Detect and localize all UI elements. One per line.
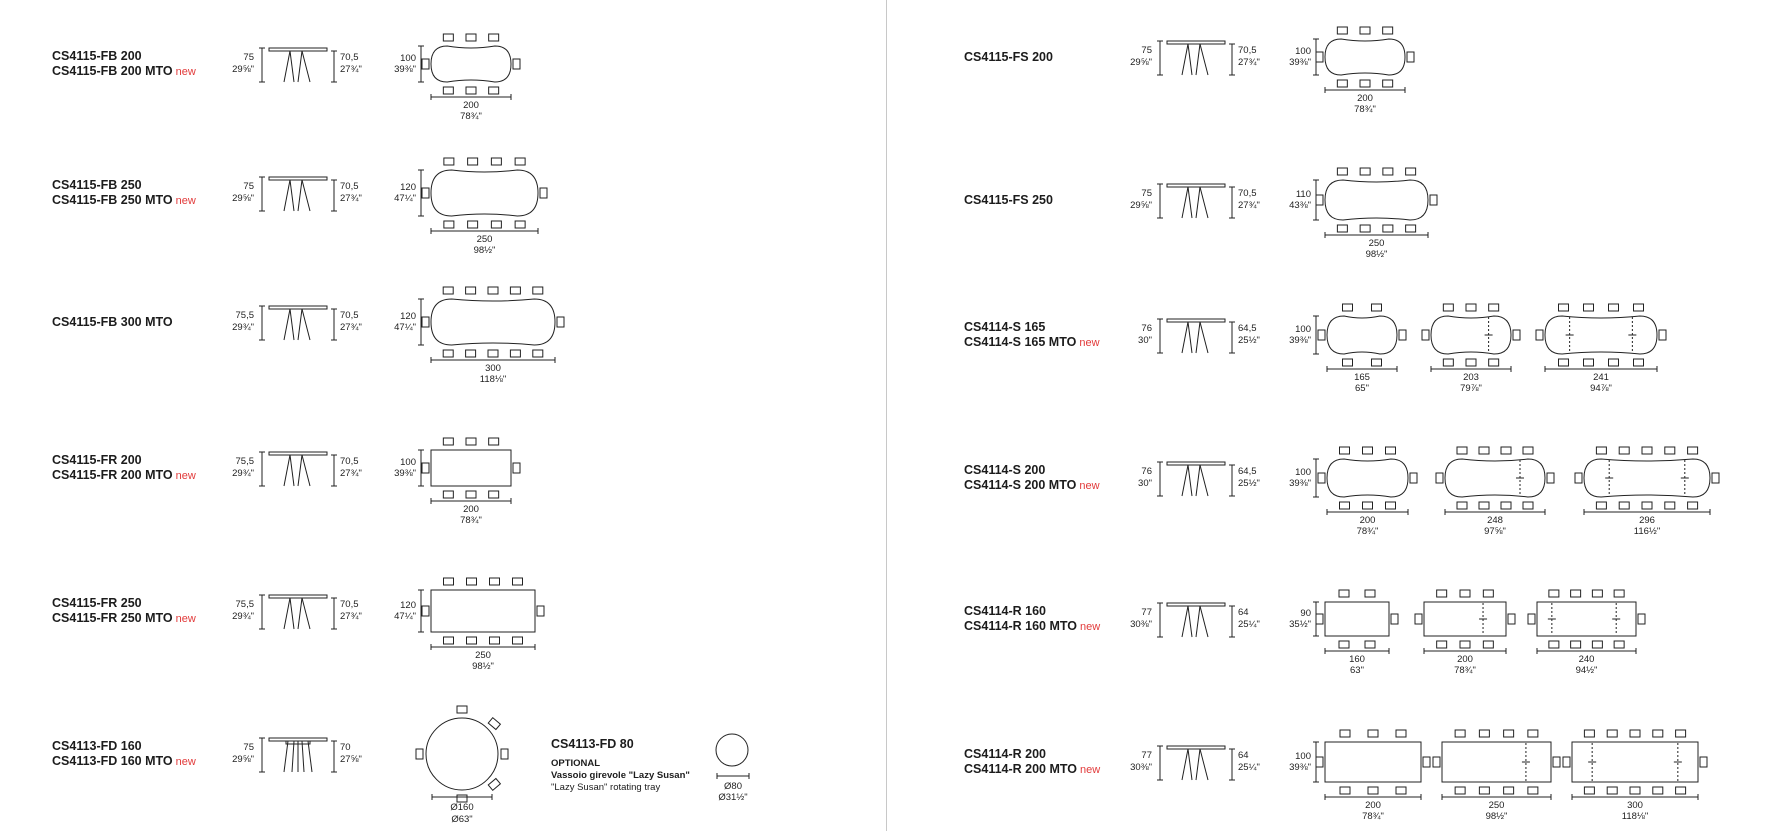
model-code-text: CS4114-S 200 [964,463,1046,477]
width-inch-label: 47¼" [394,193,416,204]
side-view-drawing [1156,182,1238,222]
height-inch-label: 30⅜" [1130,619,1152,630]
length-label: 250 [476,234,493,245]
length-inch-label: 97⅝" [1484,526,1506,537]
width-label: 120 [400,600,416,611]
length-label: 241 [1593,372,1609,383]
plan-view-drawing [417,436,525,500]
length-inch-label: 118⅛" [479,374,507,385]
top-height-label: 70,5 [340,310,359,321]
new-badge: new [1079,337,1100,349]
width-dimension-line [418,299,424,345]
plan-view-drawing [1431,445,1559,511]
length-label: 200 [1457,654,1473,665]
model-code [52,611,196,627]
top-height-inch-label: 27¾" [1238,200,1260,211]
top-height-inch-label: 27¾" [1238,57,1260,68]
length-inch-label: 94½" [1575,665,1598,676]
width-inch-label: 35½" [1289,619,1311,630]
top-height-label: 70,5 [340,456,359,467]
length-label: 165 [1354,372,1370,383]
model-code [964,50,1053,65]
height-inch-label: 29¾" [232,322,254,333]
height-label: 77 [1141,607,1152,618]
top-height-label: 70,5 [340,599,359,610]
length-label: 200 [1365,800,1381,811]
top-height-inch-label: 27¾" [340,468,362,479]
model-code-text: CS4115-FS 200 [964,49,1053,64]
length-inch-label: 98½" [1485,811,1508,822]
lazy-susan-drawing [713,731,751,769]
length-label: 300 [485,363,501,374]
model-code [52,49,142,64]
width-label: 120 [400,311,416,322]
length-inch-label: 78¾" [1356,526,1379,537]
plan-view-drawing [1417,302,1525,368]
model-code-text: CS4114-R 160 [964,604,1047,618]
model-code [52,453,142,468]
model-code [964,747,1046,762]
length-label: 250 [475,650,491,661]
model-code [964,478,1100,494]
model-code-text: CS4115-FB 300 MTO [52,314,173,329]
model-code [964,604,1046,619]
top-height-inch-label: 25½" [1238,335,1260,346]
width-label: 120 [400,182,416,193]
height-inch-label: 29¾" [232,468,254,479]
side-view-drawing [258,450,340,490]
top-height-label: 64 [1238,607,1249,618]
length-label: 160 [1349,654,1365,665]
length-label: 200 [463,504,479,515]
optional-subtitle: "Lazy Susan" rotating tray [551,782,661,793]
height-inch-label: 30" [1138,478,1152,489]
model-code [964,463,1045,478]
plan-view-drawing [417,576,549,646]
model-code [52,596,142,611]
plan-view-drawing [1311,25,1419,89]
model-code-text: CS4115-FR 250 [52,596,142,610]
height-inch-label: 29⅝" [232,64,254,75]
length-label: 200 [1357,93,1373,104]
width-label: 110 [1295,189,1311,200]
height-inch-label: 30" [1138,335,1152,346]
width-label: 100 [1295,467,1311,478]
top-height-inch-label: 27¾" [340,64,362,75]
new-badge: new [175,613,196,625]
side-view-drawing [258,593,340,633]
top-height-label: 70,5 [340,181,359,192]
width-inch-label: 39⅜" [394,64,416,75]
diameter-inch-label: Ø63" [451,814,473,825]
top-height-inch-label: 25¼" [1238,762,1260,773]
top-height-inch-label: 27¾" [340,322,362,333]
model-code-text: CS4114-S 165 [964,320,1046,334]
model-code-text: CS4115-FB 250 [52,178,142,192]
width-inch-label: 43⅜" [1289,200,1311,211]
length-inch-label: 98½" [473,245,496,256]
round-plan-view-drawing [414,706,510,802]
plan-view-drawing [1531,302,1671,368]
plan-view-drawing [1311,166,1442,234]
plan-view-drawing [1570,445,1724,511]
height-label: 75 [1141,45,1152,56]
optional-label: OPTIONAL [551,758,601,769]
side-view-drawing [1156,317,1238,357]
side-view-drawing [1156,744,1238,784]
height-inch-label: 29⅝" [232,193,254,204]
height-inch-label: 30⅜" [1130,762,1152,773]
width-dimension-line [418,170,424,216]
height-inch-label: 29⅝" [232,754,254,765]
top-height-inch-label: 27¾" [340,611,362,622]
top-height-inch-label: 25½" [1238,478,1260,489]
height-inch-label: 29⅝" [1130,57,1152,68]
model-code-text: CS4114-R 200 [964,747,1047,761]
height-label: 75,5 [235,599,254,610]
column-divider [886,0,887,831]
length-label: 248 [1487,515,1503,526]
width-label: 100 [400,457,416,468]
side-view-drawing [258,175,340,215]
length-inch-label: 78¾" [1454,665,1476,676]
optional-code: CS4113-FD 80 [551,737,634,751]
plan-view-drawing [417,285,569,359]
model-code [52,754,196,770]
model-code [964,762,1100,778]
length-label: 250 [1488,800,1505,811]
model-code [52,64,196,80]
top-height-inch-label: 27¾" [340,193,362,204]
width-inch-label: 47¼" [394,611,416,622]
new-badge: new [175,756,196,768]
model-code-text: CS4114-S 165 MTO [964,335,1077,349]
length-inch-label: 63" [1350,665,1364,676]
side-view-drawing [258,736,340,776]
top-height-label: 64,5 [1238,466,1257,477]
new-badge: new [175,66,196,78]
model-code-text: CS4113-FD 160 [52,739,142,753]
lazy-susan-dimension-line [717,773,749,779]
height-label: 75,5 [235,456,254,467]
diameter-dimension-line [432,794,492,800]
new-badge: new [1080,621,1101,633]
width-dimension-line [418,590,424,632]
width-label: 100 [400,53,416,64]
model-code-text: CS4115-FS 250 [964,192,1053,207]
model-code-text: CS4115-FR 250 MTO [52,611,173,625]
diameter-label: Ø160 [450,802,474,813]
model-code [52,739,142,754]
model-code-text: CS4114-R 200 MTO [964,762,1078,776]
length-inch-label: 79⅞" [1460,383,1482,394]
top-height-label: 64 [1238,750,1249,761]
model-code-text: CS4115-FB 200 MTO [52,64,173,78]
top-height-label: 70,5 [1238,188,1257,199]
side-view-drawing [1156,39,1238,79]
model-code [964,193,1053,208]
length-inch-label: 98½" [1365,249,1388,260]
length-label: 200 [1359,515,1376,526]
plan-view-drawing [1311,588,1403,650]
width-label: 90 [1300,608,1311,619]
lazy-susan-diameter: Ø80 [724,781,742,792]
height-label: 75 [1141,188,1152,199]
plan-view-drawing [1558,728,1712,796]
top-height-label: 70,5 [340,52,359,63]
model-code [52,193,196,209]
width-inch-label: 39⅜" [1289,478,1311,489]
length-label: 296 [1639,515,1655,526]
new-badge: new [175,195,196,207]
lazy-susan-diameter-inch: Ø31½" [718,792,748,803]
model-code [52,468,196,484]
length-inch-label: 78¾" [1362,811,1384,822]
length-label: 300 [1627,800,1643,811]
width-label: 100 [1295,751,1311,762]
length-inch-label: 116½" [1633,526,1661,537]
height-inch-label: 29⅝" [1130,200,1152,211]
length-label: 240 [1578,654,1595,665]
width-inch-label: 39⅜" [1289,335,1311,346]
width-label: 100 [1295,46,1311,57]
length-label: 200 [463,100,479,111]
model-code-text: CS4114-R 160 MTO [964,619,1078,633]
length-label: 203 [1463,372,1479,383]
width-dimension-line [418,450,424,486]
plan-view-drawing [1313,445,1422,511]
top-height-label: 70 [340,742,351,753]
side-view-drawing [1156,601,1238,641]
length-inch-label: 118⅛" [1621,811,1649,822]
plan-view-drawing [1523,588,1650,650]
optional-title: Vassoio girevole "Lazy Susan" [551,770,690,781]
plan-view-drawing [1311,728,1435,796]
top-height-label: 64,5 [1238,323,1257,334]
width-inch-label: 39⅜" [1289,57,1311,68]
width-inch-label: 39⅜" [1289,762,1311,773]
top-height-inch-label: 27⅝" [340,754,362,765]
model-code-text: CS4115-FR 200 [52,453,142,467]
plan-view-drawing [417,156,552,230]
model-code-text: CS4113-FD 160 MTO [52,754,173,768]
height-label: 76 [1141,323,1152,334]
length-inch-label: 78¾" [1354,104,1376,115]
model-code [52,178,142,193]
model-code-text: CS4115-FB 200 [52,49,142,63]
model-code [964,320,1045,335]
new-badge: new [1080,764,1101,776]
length-inch-label: 98½" [472,661,494,672]
length-inch-label: 78¾" [460,515,482,526]
width-inch-label: 39⅜" [394,468,416,479]
height-label: 77 [1141,750,1152,761]
height-label: 75 [243,52,254,63]
side-view-drawing [258,304,340,344]
top-height-inch-label: 25¼" [1238,619,1260,630]
model-code [52,315,173,330]
side-view-drawing [1156,460,1238,500]
plan-view-drawing [1410,588,1520,650]
plan-view-drawing [1313,302,1411,368]
height-label: 75 [243,181,254,192]
new-badge: new [1079,480,1100,492]
width-inch-label: 47¼" [394,322,416,333]
height-label: 76 [1141,466,1152,477]
side-view-drawing [258,46,340,86]
plan-view-drawing [417,32,525,96]
model-code [964,335,1100,351]
height-inch-label: 29¾" [232,611,254,622]
new-badge: new [175,470,196,482]
model-code-text: CS4115-FB 250 MTO [52,193,173,207]
width-dimension-line [418,46,424,82]
length-inch-label: 65" [1355,383,1369,394]
length-inch-label: 78¾" [460,111,482,122]
model-code-text: CS4115-FR 200 MTO [52,468,173,482]
height-label: 75 [243,742,254,753]
top-height-label: 70,5 [1238,45,1257,56]
length-inch-label: 94⅞" [1590,383,1612,394]
width-label: 100 [1295,324,1311,335]
model-code [964,619,1100,635]
length-label: 250 [1368,238,1385,249]
model-code-text: CS4114-S 200 MTO [964,478,1077,492]
height-label: 75,5 [235,310,254,321]
plan-view-drawing [1428,728,1565,796]
